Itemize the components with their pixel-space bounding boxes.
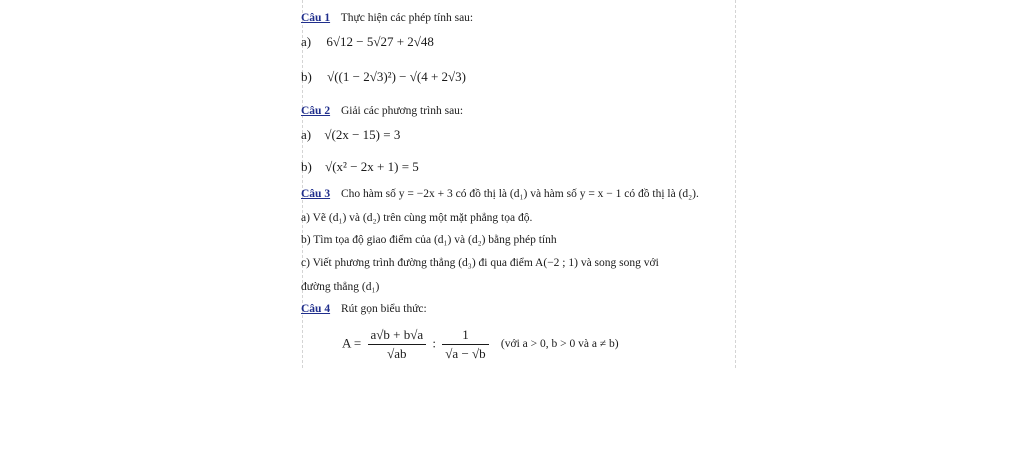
question-3c: c) Viết phương trình đường thẳng (d₃) đi qua điểm A(−2 ; 1) và song song với [301,257,659,269]
question-2a-label: a) [301,127,312,142]
question-1a [301,35,434,49]
question-2a-expression: √(2x − 15) = 3 [324,127,401,142]
fraction-1 [368,327,427,362]
question-3b: b) Tìm tọa độ giao điểm của (d₁) và (d₂) bằng phép tính [301,234,557,246]
fraction-2-numerator: 1 [442,327,488,345]
question-2 [301,104,463,118]
question-3 [301,187,699,201]
question-2b [301,160,419,174]
question-1b [301,70,466,84]
fraction-2 [442,327,488,362]
question-1a-expression: 6√12 − 5√27 + 2√48 [326,34,434,49]
question-1b-label: b) [301,69,312,84]
fraction-2-denominator: √a − √b [445,346,486,361]
fraction-1-numerator: a√b + b√a [368,327,427,345]
question-1-label: Câu 1 [301,12,331,24]
question-1b-expression: √((1 − 2√3)²) − √(4 + 2√3) [327,69,466,84]
question-1a-label: a) [301,34,312,49]
question-4-expression [342,327,619,362]
question-2b-expression: √(x² − 2x + 1) = 5 [325,159,419,174]
question-2a [301,128,400,142]
expr-condition: (với a > 0, b > 0 và a ≠ b) [500,338,619,351]
question-2b-label: b) [301,159,312,174]
question-3-label: Câu 3 [301,188,331,200]
question-4 [301,302,427,316]
division-colon: : [432,335,437,351]
question-2-label: Câu 2 [301,105,331,117]
question-3a: a) Vẽ (d₁) và (d₂) trên cùng một mặt phẳng tọa độ. [301,212,533,224]
question-1 [301,11,473,25]
question-3c-continued: đường thẳng (d₁) [301,281,380,293]
question-4-label: Câu 4 [301,303,331,315]
expr-lhs: A = [342,335,362,351]
question-3-text: Cho hàm số y = −2x + 3 có đồ thị là (d₁) và hàm số y = x − 1 có đồ thị là (d₂). [340,188,699,200]
question-1-text: Thực hiện các phép tính sau: [340,12,474,24]
question-2-text: Giải các phương trình sau: [340,105,464,117]
question-4-text: Rút gọn biểu thức: [340,303,427,315]
fraction-1-denominator: √ab [387,346,407,361]
